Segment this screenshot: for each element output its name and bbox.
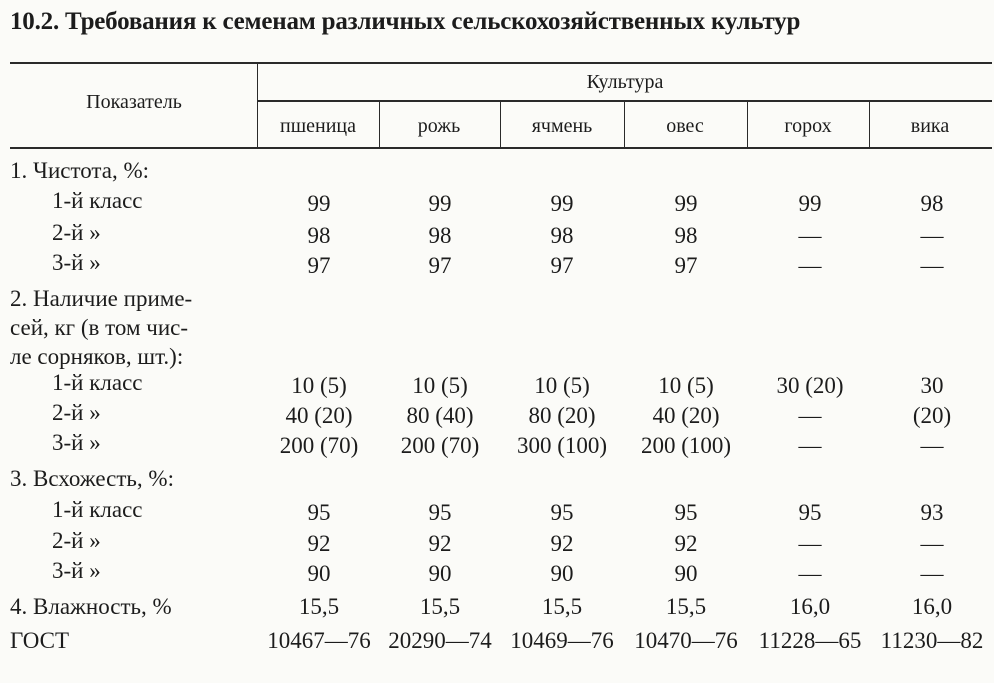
- table-cell: 16,0: [911, 594, 953, 619]
- column-divider: [500, 100, 501, 148]
- row-label: 1-й класс: [52, 497, 143, 522]
- row-label: 3-й »: [52, 558, 101, 583]
- table-cell: —: [920, 433, 944, 458]
- table-cell: 11228—65: [758, 628, 862, 653]
- table-cell: 16,0: [789, 594, 831, 619]
- table-cell: 95: [428, 500, 452, 525]
- table-cell: 99: [798, 191, 822, 216]
- table-cell: —: [798, 433, 822, 458]
- column-header: рожь: [417, 115, 461, 137]
- table-cell: 90: [307, 561, 331, 586]
- row-label: 2-й »: [52, 528, 101, 553]
- table-cell: —: [798, 561, 822, 586]
- row-label: 2. Наличие приме-: [10, 286, 193, 311]
- table-cell: —: [920, 253, 944, 278]
- column-divider: [869, 100, 870, 148]
- table-cell: 10 (5): [658, 373, 714, 398]
- table-cell: 92: [550, 531, 574, 556]
- table-cell: 10470—76: [634, 628, 738, 653]
- table-cell: 98: [920, 191, 944, 216]
- column-header: пшеница: [280, 115, 356, 137]
- table-cell: 93: [920, 500, 944, 525]
- table-cell: 300 (100): [516, 433, 608, 458]
- table-cell: 10 (5): [412, 373, 468, 398]
- crop-group-header: Культура: [586, 71, 664, 93]
- page-title: 10.2. Требования к семенам различных сельскохозяйственных культур: [10, 8, 801, 35]
- row-label: 2-й »: [52, 400, 101, 425]
- table-cell: 90: [550, 561, 574, 586]
- table-cell: 97: [674, 253, 698, 278]
- table-cell: 95: [674, 500, 698, 525]
- table-cell: 98: [428, 223, 452, 248]
- row-label: 3. Всхожесть, %:: [10, 466, 174, 491]
- table-cell: 10469—76: [510, 628, 614, 653]
- table-cell: 90: [674, 561, 698, 586]
- table-cell: 11230—82: [880, 628, 984, 653]
- table-cell: 95: [550, 500, 574, 525]
- row-label: ГОСТ: [10, 628, 70, 653]
- table-cell: —: [798, 531, 822, 556]
- table-cell: 10 (5): [291, 373, 347, 398]
- column-divider: [379, 100, 380, 148]
- table-cell: 90: [428, 561, 452, 586]
- table-cell: 40 (20): [652, 403, 720, 428]
- table-cell: 40 (20): [285, 403, 353, 428]
- table-cell: 200 (70): [400, 433, 480, 458]
- table-cell: 98: [550, 223, 574, 248]
- table-cell: 92: [674, 531, 698, 556]
- row-label: 3-й »: [52, 250, 101, 275]
- row-label: 4. Влажность, %: [10, 594, 172, 619]
- row-label: ле сорняков, шт.):: [10, 344, 184, 369]
- table-cell: 92: [307, 531, 331, 556]
- table-cell: 10467—76: [267, 628, 371, 653]
- table-cell: 200 (100): [640, 433, 732, 458]
- table-top-rule: [10, 62, 992, 64]
- column-header: вика: [910, 115, 950, 137]
- row-label: 1. Чистота, %:: [10, 158, 149, 183]
- table-cell: 98: [307, 223, 331, 248]
- table-cell: —: [920, 531, 944, 556]
- table-cell: —: [798, 223, 822, 248]
- row-label: 1-й класс: [52, 188, 143, 213]
- column-divider: [624, 100, 625, 148]
- table-cell: 95: [798, 500, 822, 525]
- table-cell: 80 (40): [406, 403, 474, 428]
- table-cell: 15,5: [298, 594, 340, 619]
- table-cell: 99: [550, 191, 574, 216]
- row-label: 1-й класс: [52, 370, 143, 395]
- table-cell: 99: [307, 191, 331, 216]
- table-cell: 30: [920, 373, 944, 398]
- table-cell: 15,5: [541, 594, 583, 619]
- table-cell: 95: [307, 500, 331, 525]
- row-label: 3-й »: [52, 430, 101, 455]
- column-header: горох: [784, 115, 832, 137]
- table-cell: 97: [307, 253, 331, 278]
- table-cell: 97: [428, 253, 452, 278]
- table-cell: 15,5: [665, 594, 707, 619]
- table-cell: (20): [912, 403, 952, 428]
- row-label: 2-й »: [52, 220, 101, 245]
- table-cell: —: [920, 223, 944, 248]
- table-cell: 92: [428, 531, 452, 556]
- column-header: овес: [666, 115, 704, 137]
- row-label: сей, кг (в том чис-: [10, 315, 188, 340]
- indicator-header: Показатель: [86, 91, 182, 113]
- table-cell: 80 (20): [528, 403, 596, 428]
- table-cell: 30 (20): [776, 373, 844, 398]
- table-cell: —: [920, 561, 944, 586]
- table-cell: 98: [674, 223, 698, 248]
- table-cell: 99: [428, 191, 452, 216]
- column-header: ячмень: [531, 115, 593, 137]
- table-cell: —: [798, 403, 822, 428]
- table-cell: 20290—74: [388, 628, 492, 653]
- table-cell: 97: [550, 253, 574, 278]
- column-divider: [747, 100, 748, 148]
- header-divider: [257, 62, 258, 148]
- table-cell: 99: [674, 191, 698, 216]
- table-cell: 200 (70): [279, 433, 359, 458]
- table-cell: 10 (5): [534, 373, 590, 398]
- table-cell: 15,5: [419, 594, 461, 619]
- table-cell: —: [798, 253, 822, 278]
